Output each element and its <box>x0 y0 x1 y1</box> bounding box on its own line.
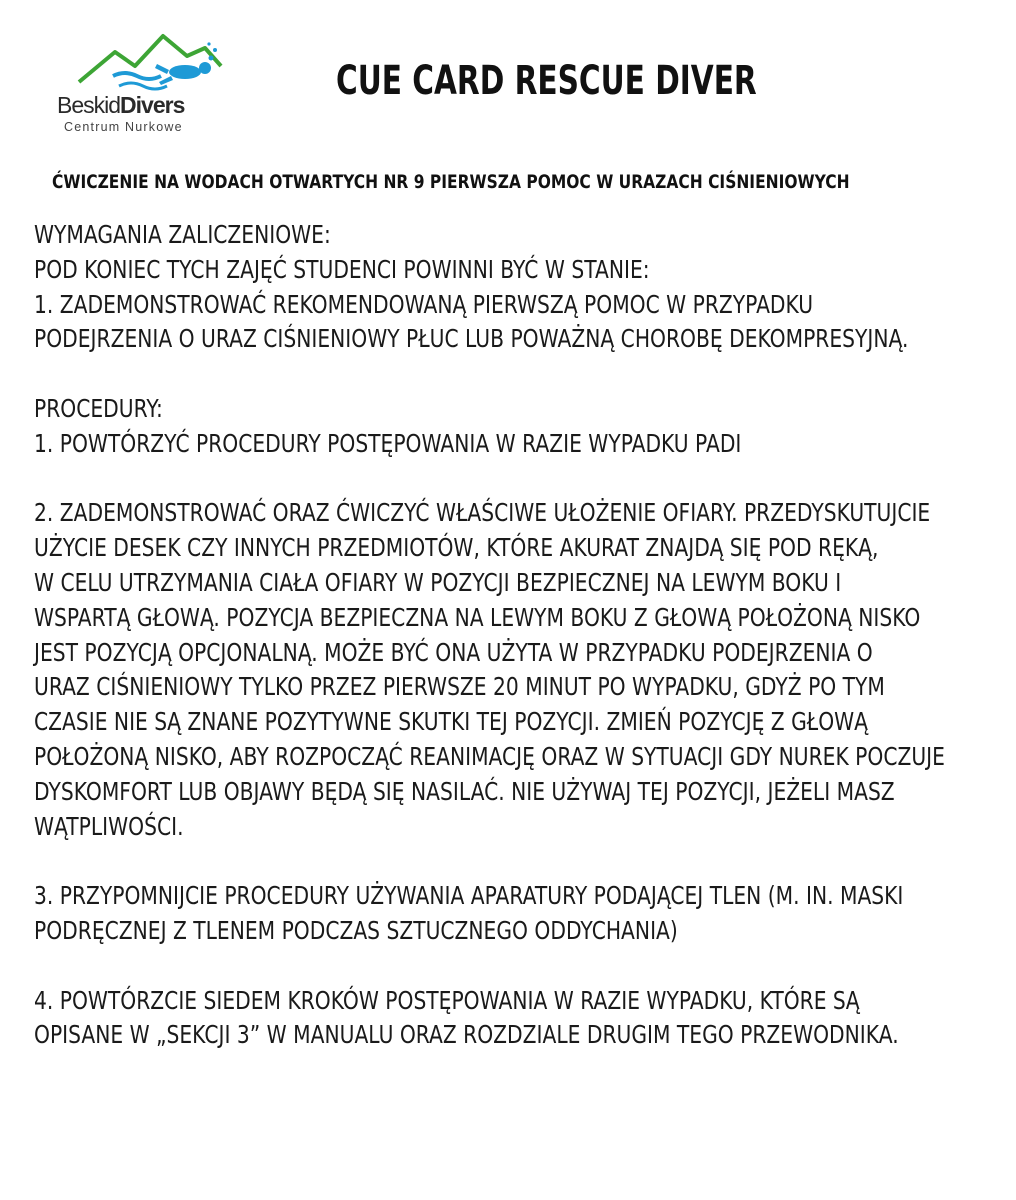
procedure-step-2-line: WĄTPLIWOŚCI. <box>34 811 184 841</box>
procedure-step-2-line: URAZ CIŚNIENIOWY TYLKO PRZEZ PIERWSZE 20 MINUT PO WYPADKU, GDYŻ PO TYM <box>34 672 885 702</box>
procedure-step-1: 1. POWTÓRZYĆ PROCEDURY POSTĘPOWANIA W RAZIE WYPADKU PADI <box>34 428 742 458</box>
logo-subtitle: Centrum Nurkowe <box>64 120 183 134</box>
logo-brand-part1: Beskid <box>57 92 121 118</box>
requirements-heading: WYMAGANIA ZALICZENIOWE: <box>34 220 331 249</box>
spacer <box>34 357 945 392</box>
procedure-step-2-line: WSPARTĄ GŁOWĄ. POZYCJA BEZPIECZNA NA LEWYM BOKU Z GŁOWĄ POŁOŻONĄ NISKO <box>34 602 921 632</box>
spacer <box>34 844 945 879</box>
procedure-step-2-line: W CELU UTRZYMANIA CIAŁA OFIARY W POZYCJI BEZPIECZNEJ NA LEWYM BOKU I <box>34 567 842 597</box>
procedure-step-4-line: OPISANE W „SEKCJI 3” W MANUALU ORAZ ROZDZIALE DRUGIM TEGO PRZEWODNIKA. <box>34 1020 899 1050</box>
logo-brand-part2: Divers <box>120 92 185 118</box>
procedure-step-4-line: 4. POWTÓRZCIE SIEDEM KROKÓW POSTĘPOWANIA W RAZIE WYPADKU, KTÓRE SĄ <box>34 985 860 1015</box>
card-body <box>34 218 945 1053</box>
procedure-step-2-line: JEST POZYCJĄ OPCJONALNĄ. MOŻE BYĆ ONA UŻYTA W PRZYPADKU PODEJRZENIA O <box>34 637 873 667</box>
spacer <box>34 949 945 984</box>
requirements-intro: POD KONIEC TYCH ZAJĘĆ STUDENCI POWINNI BYĆ W STANIE: <box>34 254 650 284</box>
exercise-title: ĆWICZENIE NA WODACH OTWARTYCH NR 9 PIERWSZA POMOC W URAZACH CIŚNIENIOWYCH <box>52 171 850 193</box>
beskid-divers-logo <box>55 28 225 138</box>
procedure-step-2-line: 2. ZADEMONSTROWAĆ ORAZ ĆWICZYĆ WŁAŚCIWE UŁOŻENIE OFIARY. PRZEDYSKUTUJCIE <box>34 498 931 528</box>
requirements-line: 1. ZADEMONSTROWAĆ REKOMENDOWANĄ PIERWSZĄ POMOC W PRZYPADKU <box>34 289 814 319</box>
requirements-line: PODEJRZENIA O URAZ CIŚNIENIOWY PŁUC LUB POWAŻNĄ CHOROBĘ DEKOMPRESYJNĄ. <box>34 324 909 354</box>
procedure-step-3-line: 3. PRZYPOMNIJCIE PROCEDURY UŻYWANIA APARATURY PODAJĄCEJ TLEN (M. IN. MASKI <box>34 881 904 911</box>
logo-brand <box>57 92 184 119</box>
procedure-step-3-line: PODRĘCZNEJ Z TLENEM PODCZAS SZTUCZNEGO ODDYCHANIA) <box>34 915 678 945</box>
page-title: CUE CARD RESCUE DIVER <box>336 58 757 104</box>
procedure-step-2-line: POŁOŻONĄ NISKO, ABY ROZPOCZĄĆ REANIMACJĘ ORAZ W SYTUACJI GDY NUREK POCZUJE <box>34 741 945 771</box>
spacer <box>34 462 945 497</box>
procedure-step-2-line: DYSKOMFORT LUB OBJAWY BĘDĄ SIĘ NASILAĆ. NIE UŻYWAJ TEJ POZYCJI, JEŻELI MASZ <box>34 776 895 806</box>
procedure-step-2-line: CZASIE NIE SĄ ZNANE POZYTYWNE SKUTKI TEJ POZYCJI. ZMIEŃ POZYCJĘ Z GŁOWĄ <box>34 707 869 737</box>
procedures-heading: PROCEDURY: <box>34 393 163 423</box>
procedure-step-2-line: UŻYCIE DESEK CZY INNYCH PRZEDMIOTÓW, KTÓRE AKURAT ZNAJDĄ SIĘ POD RĘKĄ, <box>34 533 879 563</box>
mountain-diver-icon <box>75 30 225 100</box>
